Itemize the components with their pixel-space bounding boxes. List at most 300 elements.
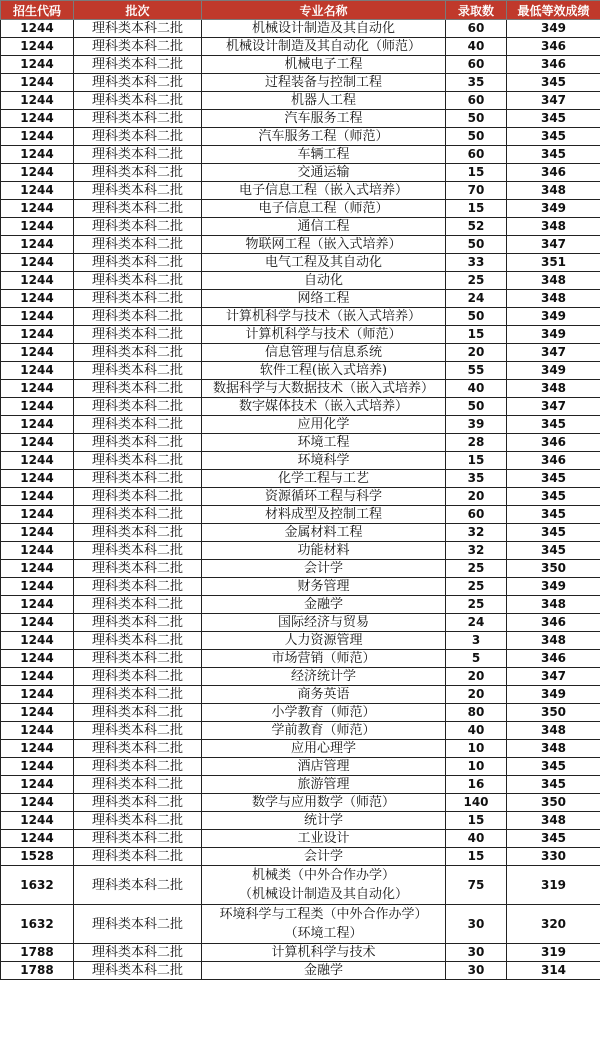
table-row [1,704,600,722]
cell-code: 1244 [1,254,74,272]
cell-count: 60 [446,92,507,110]
cell-code: 1244 [1,218,74,236]
cell-batch: 理科类本科二批 [74,776,202,794]
table-row [1,308,600,326]
cell-min-score: 347 [507,92,600,110]
cell-major [202,110,446,128]
table-row [1,218,600,236]
cell-min-score: 350 [507,560,600,578]
major-line: 市场营销（师范） [271,651,376,666]
table-row [1,380,600,398]
cell-count: 25 [446,578,507,596]
cell-count: 32 [446,524,507,542]
cell-min-score: 348 [507,740,600,758]
cell-count: 40 [446,722,507,740]
cell-min-score: 349 [507,308,600,326]
cell-count: 70 [446,182,507,200]
cell-code: 1244 [1,128,74,146]
table-row [1,776,600,794]
cell-count: 15 [446,452,507,470]
cell-major [202,740,446,758]
table-row [1,146,600,164]
cell-min-score: 345 [507,74,600,92]
cell-code: 1244 [1,56,74,74]
cell-code: 1244 [1,146,74,164]
cell-count: 25 [446,272,507,290]
major-line: 金属材料工程 [284,525,363,540]
cell-code: 1244 [1,776,74,794]
cell-count: 60 [446,146,507,164]
cell-min-score: 345 [507,776,600,794]
major-line: 汽车服务工程 [284,111,363,126]
cell-batch: 理科类本科二批 [74,944,202,962]
cell-batch: 理科类本科二批 [74,848,202,866]
cell-major [202,272,446,290]
cell-count: 24 [446,290,507,308]
cell-min-score: 348 [507,272,600,290]
major-line: 计算机科学与技术 [271,945,376,960]
cell-code: 1244 [1,92,74,110]
major-line: 车辆工程 [297,147,350,162]
cell-code: 1244 [1,740,74,758]
cell-major [202,578,446,596]
cell-code: 1244 [1,524,74,542]
cell-code: 1244 [1,236,74,254]
table-row [1,362,600,380]
major-line: 国际经济与贸易 [277,615,369,630]
major-line: 网络工程 [297,291,350,306]
table-row [1,38,600,56]
table-row [1,326,600,344]
major-line: 材料成型及控制工程 [264,507,382,522]
cell-batch: 理科类本科二批 [74,830,202,848]
cell-min-score: 345 [507,524,600,542]
cell-count: 15 [446,848,507,866]
table-body [1,20,600,980]
cell-code: 1244 [1,20,74,38]
cell-batch: 理科类本科二批 [74,110,202,128]
major-line: 环境科学 [297,453,350,468]
cell-code: 1244 [1,74,74,92]
cell-code: 1244 [1,632,74,650]
table-row [1,740,600,758]
cell-major [202,848,446,866]
cell-code: 1244 [1,416,74,434]
cell-min-score: 349 [507,200,600,218]
cell-batch: 理科类本科二批 [74,905,202,944]
table-row [1,344,600,362]
cell-code: 1244 [1,722,74,740]
cell-min-score: 345 [507,416,600,434]
cell-min-score: 347 [507,398,600,416]
cell-count: 25 [446,596,507,614]
major-line: 机械电子工程 [284,57,363,72]
major-line: 电子信息工程（师范） [258,201,389,216]
cell-min-score: 345 [507,128,600,146]
table-row [1,632,600,650]
cell-major [202,146,446,164]
major-line: 工业设计 [297,831,350,846]
cell-batch: 理科类本科二批 [74,632,202,650]
cell-batch: 理科类本科二批 [74,614,202,632]
major-line: 旅游管理 [297,777,350,792]
major-line: 经济统计学 [290,669,356,684]
major-line: 信息管理与信息系统 [264,345,382,360]
cell-min-score: 351 [507,254,600,272]
cell-major [202,905,446,944]
major-line: 化学工程与工艺 [277,471,369,486]
cell-min-score: 350 [507,704,600,722]
cell-batch: 理科类本科二批 [74,380,202,398]
major-line: 环境科学与工程类（中外合作办学） [219,907,428,922]
cell-code: 1244 [1,686,74,704]
major-line: 汽车服务工程（师范） [258,129,389,144]
major-line: 数字媒体技术（嵌入式培养） [238,399,408,414]
major-line: 财务管理 [297,579,350,594]
cell-code: 1244 [1,164,74,182]
cell-major [202,290,446,308]
major-line: 机械设计制造及其自动化（师范） [225,39,421,54]
table-row [1,905,600,944]
cell-major [202,650,446,668]
cell-min-score: 319 [507,944,600,962]
table-row [1,74,600,92]
major-line: 数据科学与大数据技术（嵌入式培养） [212,381,434,396]
cell-major [202,632,446,650]
cell-count: 60 [446,20,507,38]
cell-count: 20 [446,488,507,506]
cell-batch: 理科类本科二批 [74,20,202,38]
cell-code: 1244 [1,830,74,848]
cell-code: 1244 [1,506,74,524]
cell-code: 1632 [1,905,74,944]
table-row [1,506,600,524]
cell-major [202,182,446,200]
table-row [1,488,600,506]
table-row [1,164,600,182]
cell-major [202,758,446,776]
cell-batch: 理科类本科二批 [74,470,202,488]
cell-min-score: 348 [507,218,600,236]
cell-code: 1244 [1,362,74,380]
cell-major [202,74,446,92]
cell-count: 33 [446,254,507,272]
cell-count: 35 [446,74,507,92]
cell-min-score: 345 [507,830,600,848]
cell-count: 50 [446,236,507,254]
cell-code: 1244 [1,290,74,308]
table-row [1,236,600,254]
cell-major [202,164,446,182]
cell-major [202,218,446,236]
cell-count: 15 [446,326,507,344]
cell-major [202,944,446,962]
cell-min-score: 346 [507,452,600,470]
cell-batch: 理科类本科二批 [74,722,202,740]
major-line: 电子信息工程（嵌入式培养） [238,183,408,198]
cell-major [202,56,446,74]
table-row [1,92,600,110]
cell-major [202,362,446,380]
cell-major [202,416,446,434]
major-line: 应用心理学 [290,741,356,756]
cell-count: 15 [446,200,507,218]
major-line: 环境工程 [297,435,350,450]
cell-code: 1244 [1,794,74,812]
major-line: 资源循环工程与科学 [264,489,382,504]
cell-major [202,92,446,110]
cell-major [202,434,446,452]
cell-min-score: 347 [507,344,600,362]
cell-major [202,326,446,344]
cell-count: 20 [446,344,507,362]
cell-min-score: 345 [507,488,600,506]
cell-batch: 理科类本科二批 [74,506,202,524]
cell-min-score: 345 [507,470,600,488]
major-line: （环境工程） [284,926,363,941]
cell-count: 20 [446,668,507,686]
cell-batch: 理科类本科二批 [74,326,202,344]
cell-code: 1244 [1,272,74,290]
cell-batch: 理科类本科二批 [74,452,202,470]
cell-batch: 理科类本科二批 [74,272,202,290]
table-row [1,560,600,578]
cell-batch: 理科类本科二批 [74,56,202,74]
cell-batch: 理科类本科二批 [74,182,202,200]
cell-min-score: 345 [507,146,600,164]
cell-major [202,962,446,980]
cell-major [202,668,446,686]
table-row [1,650,600,668]
cell-batch: 理科类本科二批 [74,704,202,722]
cell-code: 1244 [1,542,74,560]
cell-count: 50 [446,128,507,146]
cell-batch: 理科类本科二批 [74,524,202,542]
cell-min-score: 348 [507,290,600,308]
cell-count: 30 [446,944,507,962]
table-row [1,830,600,848]
major-line: 会计学 [303,849,343,864]
cell-code: 1244 [1,470,74,488]
table-row [1,542,600,560]
cell-major [202,524,446,542]
cell-batch: 理科类本科二批 [74,290,202,308]
cell-major [202,506,446,524]
cell-count: 20 [446,686,507,704]
cell-major [202,452,446,470]
major-line: 软件工程(嵌入式培养) [259,363,388,378]
major-line: 会计学 [303,561,343,576]
cell-count: 10 [446,758,507,776]
cell-count: 32 [446,542,507,560]
major-line: 机器人工程 [290,93,356,108]
table-row [1,812,600,830]
cell-major [202,794,446,812]
table-row [1,614,600,632]
major-line: 功能材料 [297,543,350,558]
cell-min-score: 348 [507,380,600,398]
major-line: 小学教育（师范） [271,705,376,720]
table-row [1,866,600,905]
major-line: 自动化 [303,273,343,288]
cell-min-score: 346 [507,614,600,632]
cell-major [202,38,446,56]
table-row [1,128,600,146]
table-row [1,56,600,74]
cell-batch: 理科类本科二批 [74,578,202,596]
cell-min-score: 347 [507,236,600,254]
major-line: 计算机科学与技术（师范） [245,327,402,342]
major-line: 金融学 [303,597,343,612]
cell-code: 1632 [1,866,74,905]
cell-min-score: 348 [507,182,600,200]
cell-min-score: 346 [507,38,600,56]
cell-count: 5 [446,650,507,668]
cell-batch: 理科类本科二批 [74,236,202,254]
cell-major [202,236,446,254]
cell-code: 1244 [1,110,74,128]
cell-count: 30 [446,905,507,944]
table-row [1,452,600,470]
table-row [1,110,600,128]
cell-batch: 理科类本科二批 [74,668,202,686]
major-line: 统计学 [303,813,343,828]
cell-count: 52 [446,218,507,236]
major-line: （机械设计制造及其自动化） [238,887,408,902]
cell-major [202,344,446,362]
cell-min-score: 345 [507,506,600,524]
major-line: 金融学 [303,963,343,978]
cell-code: 1244 [1,380,74,398]
cell-batch: 理科类本科二批 [74,488,202,506]
cell-min-score: 349 [507,362,600,380]
cell-count: 40 [446,38,507,56]
cell-batch: 理科类本科二批 [74,596,202,614]
cell-min-score: 314 [507,962,600,980]
major-line: 应用化学 [297,417,350,432]
cell-count: 25 [446,560,507,578]
table-row [1,398,600,416]
table-row [1,434,600,452]
major-line: 通信工程 [297,219,350,234]
table-row [1,794,600,812]
cell-batch: 理科类本科二批 [74,542,202,560]
cell-min-score: 345 [507,758,600,776]
header-count: 录取数 [446,1,507,20]
cell-batch: 理科类本科二批 [74,650,202,668]
table-row [1,200,600,218]
cell-count: 55 [446,362,507,380]
table-row [1,686,600,704]
cell-batch: 理科类本科二批 [74,362,202,380]
table-row [1,848,600,866]
major-line: 人力资源管理 [284,633,363,648]
cell-count: 16 [446,776,507,794]
cell-min-score: 346 [507,434,600,452]
cell-batch: 理科类本科二批 [74,74,202,92]
major-line: 电气工程及其自动化 [264,255,382,270]
cell-min-score: 349 [507,686,600,704]
cell-code: 1244 [1,326,74,344]
cell-batch: 理科类本科二批 [74,218,202,236]
table-row [1,962,600,980]
cell-min-score: 348 [507,632,600,650]
cell-major [202,596,446,614]
cell-min-score: 349 [507,326,600,344]
cell-count: 60 [446,56,507,74]
cell-count: 24 [446,614,507,632]
cell-code: 1528 [1,848,74,866]
cell-min-score: 348 [507,722,600,740]
cell-code: 1244 [1,668,74,686]
major-line: 酒店管理 [297,759,350,774]
cell-min-score: 350 [507,794,600,812]
cell-batch: 理科类本科二批 [74,38,202,56]
cell-code: 1244 [1,560,74,578]
major-line: 商务英语 [297,687,350,702]
cell-count: 10 [446,740,507,758]
cell-count: 28 [446,434,507,452]
cell-min-score: 320 [507,905,600,944]
cell-batch: 理科类本科二批 [74,146,202,164]
cell-batch: 理科类本科二批 [74,200,202,218]
cell-min-score: 346 [507,164,600,182]
cell-count: 140 [446,794,507,812]
cell-code: 1244 [1,812,74,830]
cell-code: 1244 [1,398,74,416]
cell-min-score: 349 [507,20,600,38]
cell-min-score: 345 [507,110,600,128]
cell-min-score: 330 [507,848,600,866]
cell-code: 1244 [1,182,74,200]
major-line: 机械设计制造及其自动化 [251,21,395,36]
cell-count: 60 [446,506,507,524]
cell-batch: 理科类本科二批 [74,560,202,578]
table-row [1,290,600,308]
header-min-score: 最低等效成绩 [507,1,600,20]
cell-major [202,200,446,218]
cell-code: 1244 [1,452,74,470]
cell-code: 1244 [1,704,74,722]
table-row [1,668,600,686]
cell-batch: 理科类本科二批 [74,398,202,416]
cell-code: 1244 [1,38,74,56]
header-batch: 批次 [74,1,202,20]
major-line: 机械类（中外合作办学） [251,868,395,883]
cell-count: 80 [446,704,507,722]
cell-count: 40 [446,380,507,398]
cell-min-score: 348 [507,596,600,614]
table-row [1,596,600,614]
cell-count: 35 [446,470,507,488]
cell-major [202,722,446,740]
cell-major [202,776,446,794]
cell-batch: 理科类本科二批 [74,740,202,758]
cell-min-score: 319 [507,866,600,905]
cell-code: 1244 [1,434,74,452]
cell-batch: 理科类本科二批 [74,416,202,434]
cell-min-score: 346 [507,56,600,74]
cell-count: 15 [446,164,507,182]
cell-batch: 理科类本科二批 [74,866,202,905]
cell-batch: 理科类本科二批 [74,962,202,980]
cell-batch: 理科类本科二批 [74,308,202,326]
cell-major [202,128,446,146]
cell-min-score: 346 [507,650,600,668]
cell-code: 1244 [1,344,74,362]
cell-count: 50 [446,110,507,128]
table-row [1,578,600,596]
